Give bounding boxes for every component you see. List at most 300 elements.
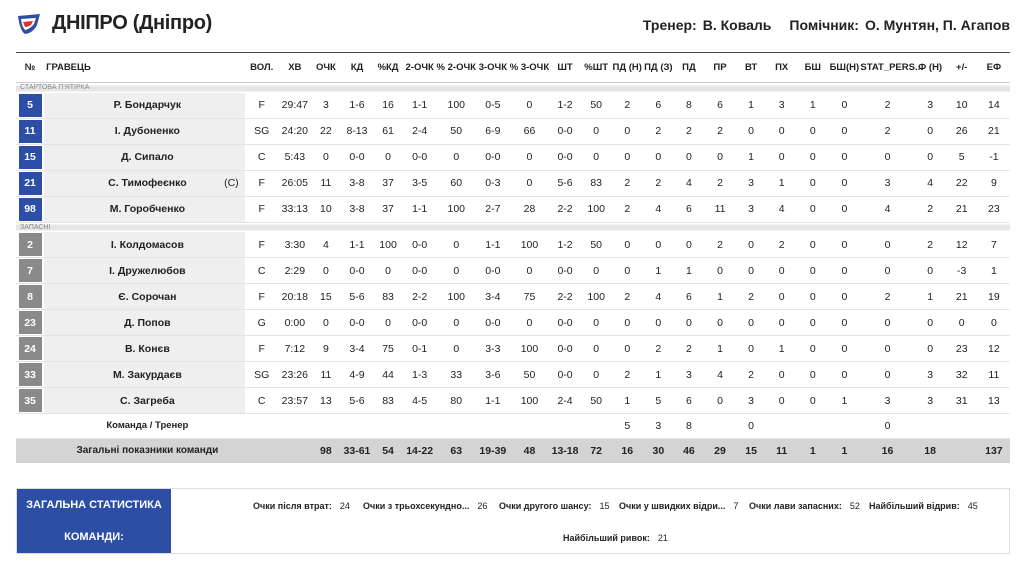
stat-cell: 0 (704, 310, 736, 336)
summary-stat-label: Очки лави запасних: (749, 501, 842, 511)
coach-name: В. Коваль (702, 17, 772, 33)
team-totals-row (16, 438, 1010, 463)
stat-cell: 0 (828, 232, 860, 258)
stat-cell: 22 (311, 118, 341, 144)
stat-cell (550, 414, 581, 439)
summary-stat (499, 501, 609, 511)
stat-cell: 0 (509, 170, 549, 196)
stat-cell: 26 (946, 118, 978, 144)
player-number-badge: 98 (19, 198, 42, 221)
stat-cell: 1 (915, 284, 946, 310)
stat-cell: 1 (643, 258, 674, 284)
player-number (16, 336, 44, 362)
stat-cell: 3 (915, 362, 946, 388)
stat-cell: -1 (978, 144, 1010, 170)
stat-cell: 0 (915, 310, 946, 336)
stat-cell: 2 (860, 284, 914, 310)
stat-cell: 11 (766, 438, 797, 463)
player-number-badge: 7 (19, 259, 42, 282)
player-name-text: Є. Сорочан (118, 290, 177, 303)
stat-cell: 1 (643, 362, 674, 388)
stat-cell: 1-6 (341, 93, 373, 119)
stat-cell: 0-0 (403, 144, 436, 170)
stat-cell: 0 (581, 118, 612, 144)
stat-cell: 1 (704, 284, 736, 310)
stat-cell: 2 (612, 170, 643, 196)
stat-cell: 1 (828, 438, 860, 463)
captain-mark: (C) (224, 176, 239, 189)
summary-title-line2: КОМАНДИ: (64, 531, 124, 543)
player-name[interactable] (44, 258, 245, 284)
stat-cell: 8-13 (341, 118, 373, 144)
stat-cell (946, 414, 978, 439)
stat-cell: 63 (436, 438, 476, 463)
player-row (16, 170, 1010, 196)
stat-cell: F (245, 232, 279, 258)
player-number-badge: 5 (19, 94, 42, 117)
summary-stat-label: Очки з трьохсекундно... (363, 501, 470, 511)
stat-cell: 0 (828, 310, 860, 336)
stat-cell: 0 (860, 258, 914, 284)
player-name[interactable] (44, 196, 245, 222)
stat-cell: 4 (860, 196, 914, 222)
stat-cell: 3 (311, 93, 341, 119)
stat-cell: 0-0 (550, 362, 581, 388)
stat-cell: 2 (643, 170, 674, 196)
player-number (16, 196, 44, 222)
stat-cell: 2 (612, 362, 643, 388)
stat-cell: 4 (643, 284, 674, 310)
stat-cell: 4 (643, 196, 674, 222)
stat-cell: 0 (674, 310, 704, 336)
stat-cell: 11 (978, 362, 1010, 388)
column-header: ПР (704, 53, 736, 83)
stat-cell: 0-0 (403, 310, 436, 336)
stat-cell (373, 414, 403, 439)
player-row (16, 284, 1010, 310)
stat-cell: 2 (704, 170, 736, 196)
stat-cell: 14-22 (403, 438, 436, 463)
stat-cell: 0 (436, 336, 476, 362)
player-row (16, 232, 1010, 258)
stat-cell: 2 (612, 284, 643, 310)
column-header: ГРАВЕЦЬ (44, 53, 245, 83)
summary-stats (171, 489, 1009, 553)
stat-cell: 100 (373, 232, 403, 258)
stat-cell: 0 (797, 118, 828, 144)
stat-cell: 6 (674, 284, 704, 310)
stat-cell: 0 (612, 144, 643, 170)
column-header: ШТ (550, 53, 581, 83)
stat-cell: C (245, 258, 279, 284)
stat-cell: 2-2 (403, 284, 436, 310)
stat-cell: 16 (373, 93, 403, 119)
column-header: ПХ (766, 53, 797, 83)
stat-cell: 6 (674, 196, 704, 222)
stat-cell: 1 (736, 93, 766, 119)
summary-stat-value: 52 (849, 501, 860, 511)
player-number (16, 118, 44, 144)
summary-stat (869, 501, 978, 511)
column-header: ОЧК (311, 53, 341, 83)
stat-cell (915, 414, 946, 439)
team-logo-icon (16, 13, 42, 35)
stat-cell: 0 (766, 362, 797, 388)
stat-cell: 1 (978, 258, 1010, 284)
stat-cell: 0-0 (341, 144, 373, 170)
player-row (16, 388, 1010, 414)
coach-label: Тренер: (642, 17, 697, 33)
player-number-badge: 33 (19, 363, 42, 386)
stat-cell: 20:18 (279, 284, 311, 310)
player-row (16, 310, 1010, 336)
stat-cell: 0 (704, 388, 736, 414)
player-name-text: Д. Попов (124, 316, 171, 329)
stat-cell: 4 (311, 232, 341, 258)
stat-cell: 0 (828, 336, 860, 362)
stat-cell: 4-9 (341, 362, 373, 388)
stat-cell: 0 (828, 196, 860, 222)
stat-cell: 0 (373, 310, 403, 336)
stat-cell: 37 (373, 170, 403, 196)
summary-stat (253, 501, 350, 511)
stat-cell: 0-1 (403, 336, 436, 362)
player-name[interactable] (44, 118, 245, 144)
player-name[interactable] (44, 388, 245, 414)
stat-cell (581, 414, 612, 439)
column-header: % 3-ОЧК (509, 53, 549, 83)
stat-cell: 1-3 (403, 362, 436, 388)
stat-cell: 6 (704, 93, 736, 119)
stat-cell (279, 414, 311, 439)
stat-cell: 1 (766, 336, 797, 362)
stat-cell: 83 (373, 388, 403, 414)
stat-cell: 16 (860, 438, 914, 463)
stat-cell: 1-1 (403, 93, 436, 119)
row-label: Команда / Тренер (44, 414, 245, 439)
player-name-text: І. Колдомасов (110, 238, 184, 251)
stat-cell: 0 (828, 258, 860, 284)
player-name-text: В. Конєв (124, 342, 170, 355)
stat-cell: G (245, 310, 279, 336)
stat-cell: 24:20 (279, 118, 311, 144)
column-header: Ф (Н) (915, 53, 946, 83)
stat-cell: 0 (581, 310, 612, 336)
stat-cell: 0 (797, 310, 828, 336)
stat-cell: 0-0 (476, 258, 509, 284)
summary-stat-label: Очки у швидких відри... (619, 501, 726, 511)
player-number-badge: 11 (19, 120, 42, 143)
stat-cell: 14 (978, 93, 1010, 119)
player-row (16, 196, 1010, 222)
stat-cell: 60 (436, 170, 476, 196)
player-name-text: М. Горобченко (109, 203, 186, 215)
stat-cell: 28 (509, 196, 549, 222)
section-divider (16, 222, 1010, 232)
section-label: ЗАПАСНІ (16, 222, 1010, 232)
stat-cell: 21 (978, 118, 1010, 144)
player-number-badge: 23 (19, 311, 42, 334)
stat-cell (245, 414, 279, 439)
column-header: +/- (946, 53, 978, 83)
stat-cell: 4 (915, 170, 946, 196)
stat-cell: 50 (436, 118, 476, 144)
stat-cell: 13-18 (550, 438, 581, 463)
stat-cell: 0 (860, 336, 914, 362)
stat-cell: 0 (736, 414, 766, 439)
stat-cell: 11 (704, 196, 736, 222)
stat-cell: 1 (736, 144, 766, 170)
stat-cell: 1-1 (476, 232, 509, 258)
player-number-badge: 8 (19, 285, 42, 308)
stat-cell: 100 (581, 196, 612, 222)
stat-cell: 50 (581, 388, 612, 414)
player-number-badge: 35 (19, 389, 42, 412)
stat-cell: 26:05 (279, 170, 311, 196)
stat-cell: 0 (766, 118, 797, 144)
stat-cell: 1 (766, 170, 797, 196)
stat-cell: 0 (704, 258, 736, 284)
player-number (16, 144, 44, 170)
stat-cell: 0 (797, 258, 828, 284)
stat-cell: 37 (373, 196, 403, 222)
stat-cell: 8 (674, 93, 704, 119)
stat-cell: 0 (612, 258, 643, 284)
stat-cell: 0 (509, 144, 549, 170)
stat-cell: 0 (736, 336, 766, 362)
stat-cell: 0 (581, 258, 612, 284)
stat-cell: 0-0 (550, 118, 581, 144)
stat-cell: 0-5 (476, 93, 509, 119)
stat-cell (766, 414, 797, 439)
stat-cell: 0 (797, 196, 828, 222)
stat-cell (978, 414, 1010, 439)
stat-cell: 18 (915, 438, 946, 463)
stat-cell: 0 (643, 232, 674, 258)
stat-cell: 6 (643, 93, 674, 119)
stat-cell: 10 (311, 196, 341, 222)
column-header: ПД (674, 53, 704, 83)
stat-cell: 0 (828, 118, 860, 144)
stat-cell: 0 (674, 144, 704, 170)
player-name[interactable] (44, 144, 245, 170)
stat-cell: 54 (373, 438, 403, 463)
stat-cell: 3 (736, 170, 766, 196)
stat-cell: 32 (946, 362, 978, 388)
stat-cell: 3-3 (476, 336, 509, 362)
stat-cell: 0 (797, 232, 828, 258)
stat-cell: 4 (674, 170, 704, 196)
summary-stat-label: Очки другого шансу: (499, 501, 592, 511)
stat-cell: 11 (311, 362, 341, 388)
stat-cell (403, 414, 436, 439)
team-coach-row (16, 414, 1010, 439)
stat-cell: 0 (612, 336, 643, 362)
player-number-badge: 21 (19, 172, 42, 195)
stat-cell: 15 (311, 284, 341, 310)
stat-cell: 31 (946, 388, 978, 414)
stat-cell: 0 (766, 284, 797, 310)
column-header: ВТ (736, 53, 766, 83)
stat-cell: 0 (828, 284, 860, 310)
player-name[interactable] (44, 310, 245, 336)
stat-cell: 0 (581, 144, 612, 170)
column-header: ПД (З) (643, 53, 674, 83)
stat-cell: 0 (915, 118, 946, 144)
stat-cell: 1 (704, 336, 736, 362)
stat-cell: 0 (509, 258, 549, 284)
stat-cell: 6 (674, 388, 704, 414)
stat-cell: 23:57 (279, 388, 311, 414)
stat-cell: 61 (373, 118, 403, 144)
stat-cell: 7 (978, 232, 1010, 258)
stat-cell: 0 (797, 144, 828, 170)
stat-cell: 50 (581, 93, 612, 119)
stat-cell: 100 (509, 232, 549, 258)
stat-cell: 1 (828, 388, 860, 414)
stat-cell: 0 (766, 388, 797, 414)
stat-cell: 50 (509, 362, 549, 388)
stat-cell: 100 (436, 93, 476, 119)
stat-cell: 75 (509, 284, 549, 310)
stat-cell: 9 (978, 170, 1010, 196)
stat-cell: 33 (436, 362, 476, 388)
stat-cell: 2-2 (550, 284, 581, 310)
boxscore-table (16, 52, 1010, 463)
summary-stat-value: 45 (967, 501, 978, 511)
stat-cell: 29:47 (279, 93, 311, 119)
stat-cell: 0 (373, 258, 403, 284)
player-number (16, 388, 44, 414)
column-header: ВОЛ. (245, 53, 279, 83)
stat-cell: 33-61 (341, 438, 373, 463)
stat-cell: 29 (704, 438, 736, 463)
player-name[interactable] (44, 93, 245, 119)
stat-cell: 2 (915, 232, 946, 258)
column-header: 2-ОЧК (403, 53, 436, 83)
stat-cell: 1 (612, 388, 643, 414)
team-title: ДНІПРО (Дніпро) (52, 12, 213, 34)
stat-cell: 2 (766, 232, 797, 258)
column-header: КД (341, 53, 373, 83)
stat-cell: 2:29 (279, 258, 311, 284)
stat-cell: 0 (436, 258, 476, 284)
stat-cell: SG (245, 362, 279, 388)
column-header: 3-ОЧК (476, 53, 509, 83)
stat-cell: 137 (978, 438, 1010, 463)
stat-cell: 0 (828, 93, 860, 119)
stat-cell: 13 (978, 388, 1010, 414)
stat-cell: F (245, 170, 279, 196)
column-header: БШ (797, 53, 828, 83)
player-number (16, 362, 44, 388)
stat-cell (797, 414, 828, 439)
section-divider (16, 83, 1010, 93)
stat-cell: 5-6 (341, 388, 373, 414)
summary-stat-value: 7 (733, 501, 739, 511)
stat-cell: 2 (612, 196, 643, 222)
empty-cell (16, 414, 44, 439)
player-name-text: І. Дубоненко (114, 125, 180, 137)
stat-cell: 100 (509, 336, 549, 362)
stat-cell: 1-2 (550, 232, 581, 258)
stat-cell: 12 (978, 336, 1010, 362)
player-name[interactable] (44, 232, 245, 258)
stat-cell: 80 (436, 388, 476, 414)
stat-cell: 30 (643, 438, 674, 463)
player-name[interactable] (44, 362, 245, 388)
stat-cell: 4 (704, 362, 736, 388)
stat-cell (245, 438, 279, 463)
player-name[interactable] (44, 336, 245, 362)
stat-cell: 0 (860, 362, 914, 388)
column-header: %ШТ (581, 53, 612, 83)
stat-cell: 0 (311, 310, 341, 336)
stat-cell: 3 (674, 362, 704, 388)
stat-cell: 3 (643, 414, 674, 439)
stat-cell: 5-6 (341, 284, 373, 310)
stat-cell: 2 (643, 336, 674, 362)
summary-stat-value: 24 (339, 501, 350, 511)
stat-cell: 0 (860, 144, 914, 170)
stat-cell: 3:30 (279, 232, 311, 258)
stat-cell: F (245, 93, 279, 119)
stat-cell: 100 (509, 388, 549, 414)
stat-cell: 3 (915, 388, 946, 414)
stat-cell: 23:26 (279, 362, 311, 388)
stat-cell: 19 (978, 284, 1010, 310)
summary-stat-label: Найбільший відрив: (869, 501, 960, 511)
stat-cell: 0 (766, 258, 797, 284)
stat-cell: 0 (736, 118, 766, 144)
stat-cell: 13 (311, 388, 341, 414)
stat-cell: 72 (581, 438, 612, 463)
stat-cell: 0 (828, 170, 860, 196)
stat-cell: 0-0 (550, 336, 581, 362)
stat-cell: 1 (797, 438, 828, 463)
stat-cell: 0 (612, 118, 643, 144)
stat-cell: 0 (612, 232, 643, 258)
stat-cell: 0-0 (550, 144, 581, 170)
stat-cell: 15 (736, 438, 766, 463)
stat-cell: 2 (736, 284, 766, 310)
stat-cell: 0 (915, 336, 946, 362)
stat-cell: 0 (736, 258, 766, 284)
stat-cell: 10 (946, 93, 978, 119)
player-number (16, 232, 44, 258)
stat-cell: 5 (643, 388, 674, 414)
column-header: % 2-ОЧК (436, 53, 476, 83)
player-name[interactable] (44, 170, 245, 196)
stat-cell (476, 414, 509, 439)
stat-cell: 5-6 (550, 170, 581, 196)
stat-cell: 0-0 (341, 310, 373, 336)
stat-cell: 3-6 (476, 362, 509, 388)
stat-cell: 2 (704, 118, 736, 144)
player-name[interactable] (44, 284, 245, 310)
stat-cell: 0 (704, 144, 736, 170)
stat-cell: 100 (581, 284, 612, 310)
stat-cell (279, 438, 311, 463)
stat-cell: 0:00 (279, 310, 311, 336)
column-header: ЕФ (978, 53, 1010, 83)
stat-cell: 0 (436, 232, 476, 258)
stat-cell: 0 (674, 232, 704, 258)
stat-cell: 0 (311, 144, 341, 170)
stat-cell: 0 (436, 310, 476, 336)
stat-cell: 3 (736, 388, 766, 414)
stat-cell: 5 (612, 414, 643, 439)
